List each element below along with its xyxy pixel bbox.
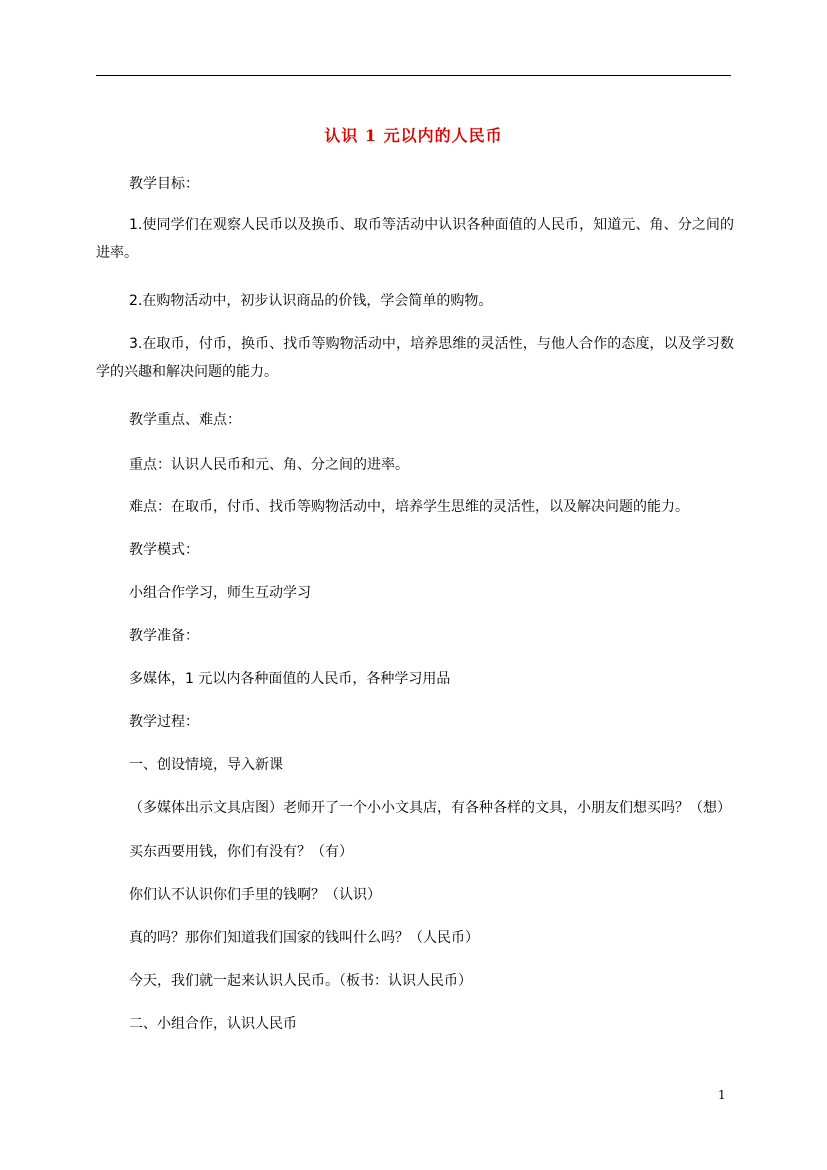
document-title: 认识 1 元以内的人民币	[324, 126, 503, 145]
process-paragraph: 买东西要用钱，你们有没有？（有）	[129, 844, 353, 860]
process-paragraph: 真的吗？那你们知道我们国家的钱叫什么吗？（人民币）	[129, 930, 479, 946]
objective-2: 2.在购物活动中，初步认识商品的价钱，学会简单的购物。	[129, 293, 493, 309]
section-heading-key-points: 教学重点、难点：	[129, 412, 241, 428]
teaching-preparation: 多媒体，1 元以内各种面值的人民币，各种学习用品	[129, 671, 451, 687]
process-paragraph: 今天，我们就一起来认识人民币。（板书：认识人民币）	[129, 973, 472, 989]
teaching-mode: 小组合作学习，师生互动学习	[129, 585, 311, 601]
section-heading-preparation: 教学准备：	[129, 628, 199, 644]
difficult-point: 难点：在取币，付币、找币等购物活动中，培养学生思维的灵活性，以及解决问题的能力。	[129, 499, 689, 515]
objective-1: 1.使同学们在观察人民币以及换币、取币等活动中认识各种面值的人民币，知道元、角、分之间的进率。	[96, 217, 734, 261]
section-heading-mode: 教学模式：	[129, 542, 199, 558]
process-step-1-heading: 一、创设情境，导入新课	[129, 757, 283, 773]
process-step-2-heading: 二、小组合作，认识人民币	[129, 1016, 297, 1032]
process-paragraph: （多媒体出示文具店图）老师开了一个小小文具店，有各种各样的文具，小朋友们想买吗？（想）	[129, 800, 731, 816]
objective-3: 3.在取币，付币，换币、找币等购物活动中，培养思维的灵活性，与他人合作的态度，以及学习数学的兴趣和解决问题的能力。	[96, 336, 734, 380]
section-heading-process: 教学过程：	[129, 714, 199, 730]
header-rule	[96, 75, 731, 76]
page-number: 1	[718, 1088, 726, 1102]
section-heading-objectives: 教学目标：	[129, 176, 199, 192]
key-point: 重点：认识人民币和元、角、分之间的进率。	[129, 457, 409, 473]
process-paragraph: 你们认不认识你们手里的钱啊？（认识）	[129, 887, 381, 903]
